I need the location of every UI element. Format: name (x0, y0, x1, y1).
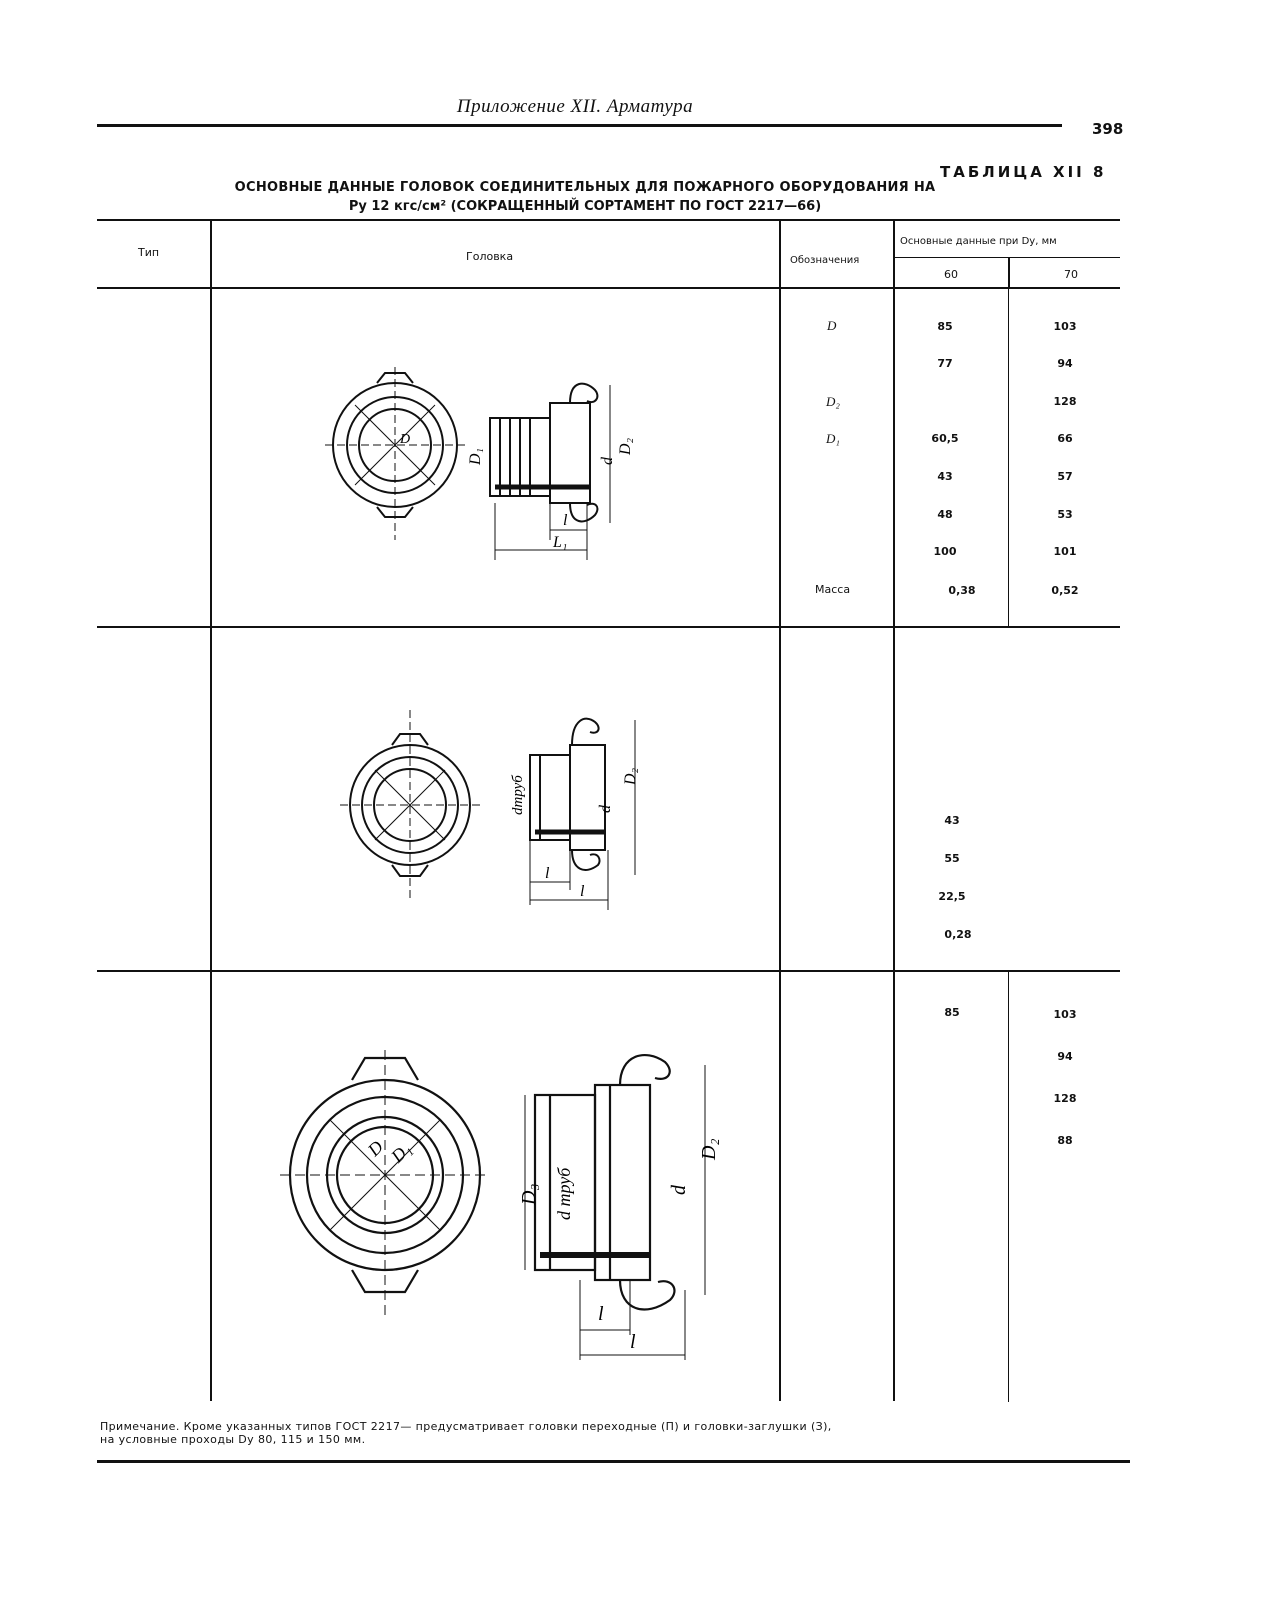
col-header-dy70: 70 (1064, 268, 1078, 281)
drawing3-label-l2: l (630, 1331, 636, 1353)
row1-dy60-6: 100 (933, 545, 957, 558)
row1-bottom-rule (97, 626, 1120, 628)
row1-dy60-4: 43 (937, 470, 953, 483)
col-header-main-data: Основные данные при Dу, мм (900, 236, 1057, 247)
drawing3-label-l1: l (598, 1303, 604, 1325)
drawing1-label-L1: L₁ (553, 534, 568, 551)
col-divider-designation (893, 221, 895, 1401)
row2-dy60-1: 55 (944, 852, 960, 865)
col-divider-head (779, 221, 781, 1401)
row2-bottom-rule (97, 970, 1120, 972)
row1-symbol-D: D (827, 318, 837, 333)
table-title-line2: Pу 12 кгс/см² (СОКРАЩЕННЫЙ СОРТАМЕНТ ПО ГОСТ 2217—66) (348, 199, 822, 214)
row1-dy70-3: 66 (1057, 432, 1073, 445)
row1-symbol-mass: Масса (815, 583, 851, 596)
row1-dy70-0: 103 (1053, 320, 1077, 333)
subheader-rule (893, 257, 1120, 258)
row3-dy70-2: 128 (1053, 1092, 1077, 1105)
row2-dy60-0: 43 (944, 814, 960, 827)
row2-dy60-3: 0,28 (944, 928, 972, 941)
table-note-line2: на условные проходы Dу 80, 115 и 150 мм. (100, 1433, 366, 1446)
row1-dy60-0: 85 (937, 320, 953, 333)
col-divider-dy60-header (1008, 258, 1010, 288)
row1-dy70-4: 57 (1057, 470, 1073, 483)
drawing2-label-l2: l (580, 883, 585, 900)
drawing3-label-D2: D₂ (698, 1138, 720, 1160)
drawing1-label-D2: D₂ (617, 437, 634, 455)
drawing2-label-d: d (597, 805, 614, 813)
row1-symbol-D1: D₁ (826, 431, 840, 446)
drawing1-label-D1: D₁ (467, 447, 484, 465)
row1-dy70-1: 94 (1057, 357, 1073, 370)
drawing1-label-d: d (599, 457, 616, 465)
row1-dy60-1: 77 (937, 357, 953, 370)
row2-dy60-2: 22,5 (938, 890, 966, 903)
row1-dy60-3: 60,5 (931, 432, 959, 445)
col-header-designation: Обозначения (790, 255, 860, 266)
col-divider-dy60-row3 (1008, 972, 1009, 1402)
row1-dy60-7: 0,38 (948, 584, 976, 597)
row1-symbol-D2: D₂ (826, 394, 840, 409)
coupling-head-drawing-3 (280, 1050, 750, 1370)
table-top-rule (97, 219, 1120, 221)
row1-dy70-5: 53 (1057, 508, 1073, 521)
coupling-head-drawing-2 (340, 700, 660, 920)
table-label: ТАБЛИЦА XII 8 (940, 163, 1107, 181)
col-divider-dy60 (1008, 289, 1009, 627)
table-note (100, 1420, 1140, 1446)
drawing3-label-D1: D₁ (387, 1138, 415, 1167)
drawing1-label-l: l (563, 512, 568, 529)
row1-dy70-6: 101 (1053, 545, 1077, 558)
row3-dy70-0: 103 (1053, 1008, 1077, 1021)
drawing3-label-D3: D₃ (518, 1183, 540, 1205)
row1-dy70-7: 0,52 (1051, 584, 1079, 597)
row3-dy60-0: 85 (944, 1006, 960, 1019)
row1-dy60-5: 48 (937, 508, 953, 521)
row1-dy70-2: 128 (1053, 395, 1077, 408)
col-divider-type (210, 221, 212, 1401)
drawing2-label-l1: l (545, 865, 550, 882)
row3-dy70-1: 94 (1057, 1050, 1073, 1063)
header-bottom-rule (97, 287, 1120, 289)
col-header-head: Головка (466, 250, 514, 263)
row3-dy70-3: 88 (1057, 1134, 1073, 1147)
table-title-line1: ОСНОВНЫЕ ДАННЫЕ ГОЛОВОК СОЕДИНИТЕЛЬНЫХ ДЛЯ ПОЖАРНОГО ОБОРУДОВАНИЯ НА (234, 180, 936, 195)
drawing1-label-D: D (400, 432, 411, 447)
col-header-type: Тип (138, 246, 160, 259)
footer-rule (97, 1460, 1130, 1463)
col-header-dy60: 60 (944, 268, 958, 281)
drawing2-label-D2: D₂ (622, 767, 639, 785)
drawing3-label-dtrub: d труб (554, 1167, 574, 1220)
header-rule (97, 124, 1062, 127)
drawing3-label-D: D (363, 1136, 388, 1160)
running-title: Приложение XII. Арматура (456, 96, 694, 117)
coupling-head-drawing-1 (325, 375, 665, 575)
page-number: 398 (1092, 120, 1124, 138)
drawing3-label-d: d (668, 1185, 690, 1195)
table-note-line1: Примечание. Кроме указанных типов ГОСТ 2217— предусматривает головки переходные (П) и головки-заглушки (З), (100, 1420, 832, 1433)
drawing2-label-dtrub: dтруб (510, 775, 526, 815)
